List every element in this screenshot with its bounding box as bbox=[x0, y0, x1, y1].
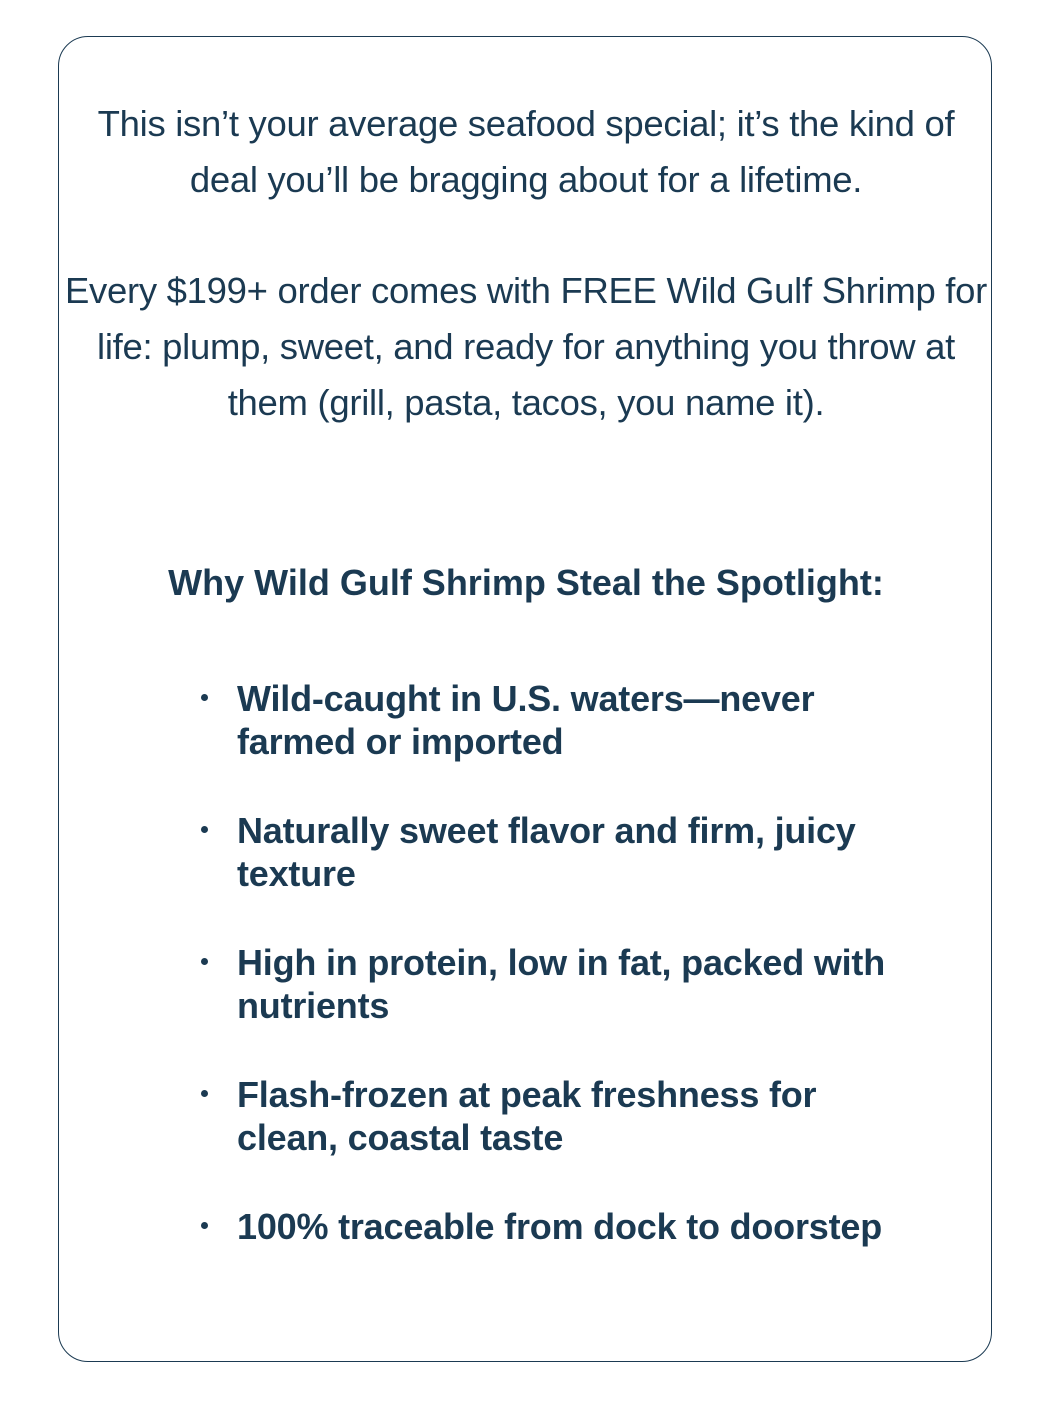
benefit-text: Naturally sweet flavor and firm, juicy texture bbox=[237, 810, 856, 894]
intro-paragraph-1: This isn’t your average seafood special; it’s the kind of deal you’ll be bragging about for a lifetime. bbox=[97, 103, 955, 200]
benefits-heading: Why Wild Gulf Shrimp Steal the Spotlight: bbox=[168, 562, 884, 603]
benefit-item-nutrition bbox=[199, 941, 889, 1029]
benefit-item-flavor bbox=[199, 809, 889, 897]
benefit-text: 100% traceable from dock to doorstep bbox=[237, 1206, 882, 1247]
benefit-text: High in protein, low in fat, packed with nutrients bbox=[237, 942, 886, 1026]
benefit-item-freshness bbox=[199, 1073, 889, 1161]
promo-card bbox=[58, 36, 992, 1362]
benefit-item-wild-caught bbox=[199, 677, 889, 765]
bullet-icon bbox=[201, 694, 208, 701]
bullet-icon bbox=[201, 826, 208, 833]
benefit-item-traceable bbox=[199, 1205, 889, 1293]
benefits-list bbox=[199, 677, 889, 1337]
benefit-text: Wild-caught in U.S. waters—never farmed or imported bbox=[237, 678, 815, 762]
bullet-icon bbox=[201, 1222, 208, 1229]
bullet-icon bbox=[201, 1090, 208, 1097]
benefit-text: Flash-frozen at peak freshness for clean, coastal taste bbox=[237, 1074, 817, 1158]
bullet-icon bbox=[201, 958, 208, 965]
intro-paragraph-2: Every $199+ order comes with FREE Wild Gulf Shrimp for life: plump, sweet, and ready for anything you throw at them (grill, pasta, tacos, you name it). bbox=[65, 270, 987, 423]
